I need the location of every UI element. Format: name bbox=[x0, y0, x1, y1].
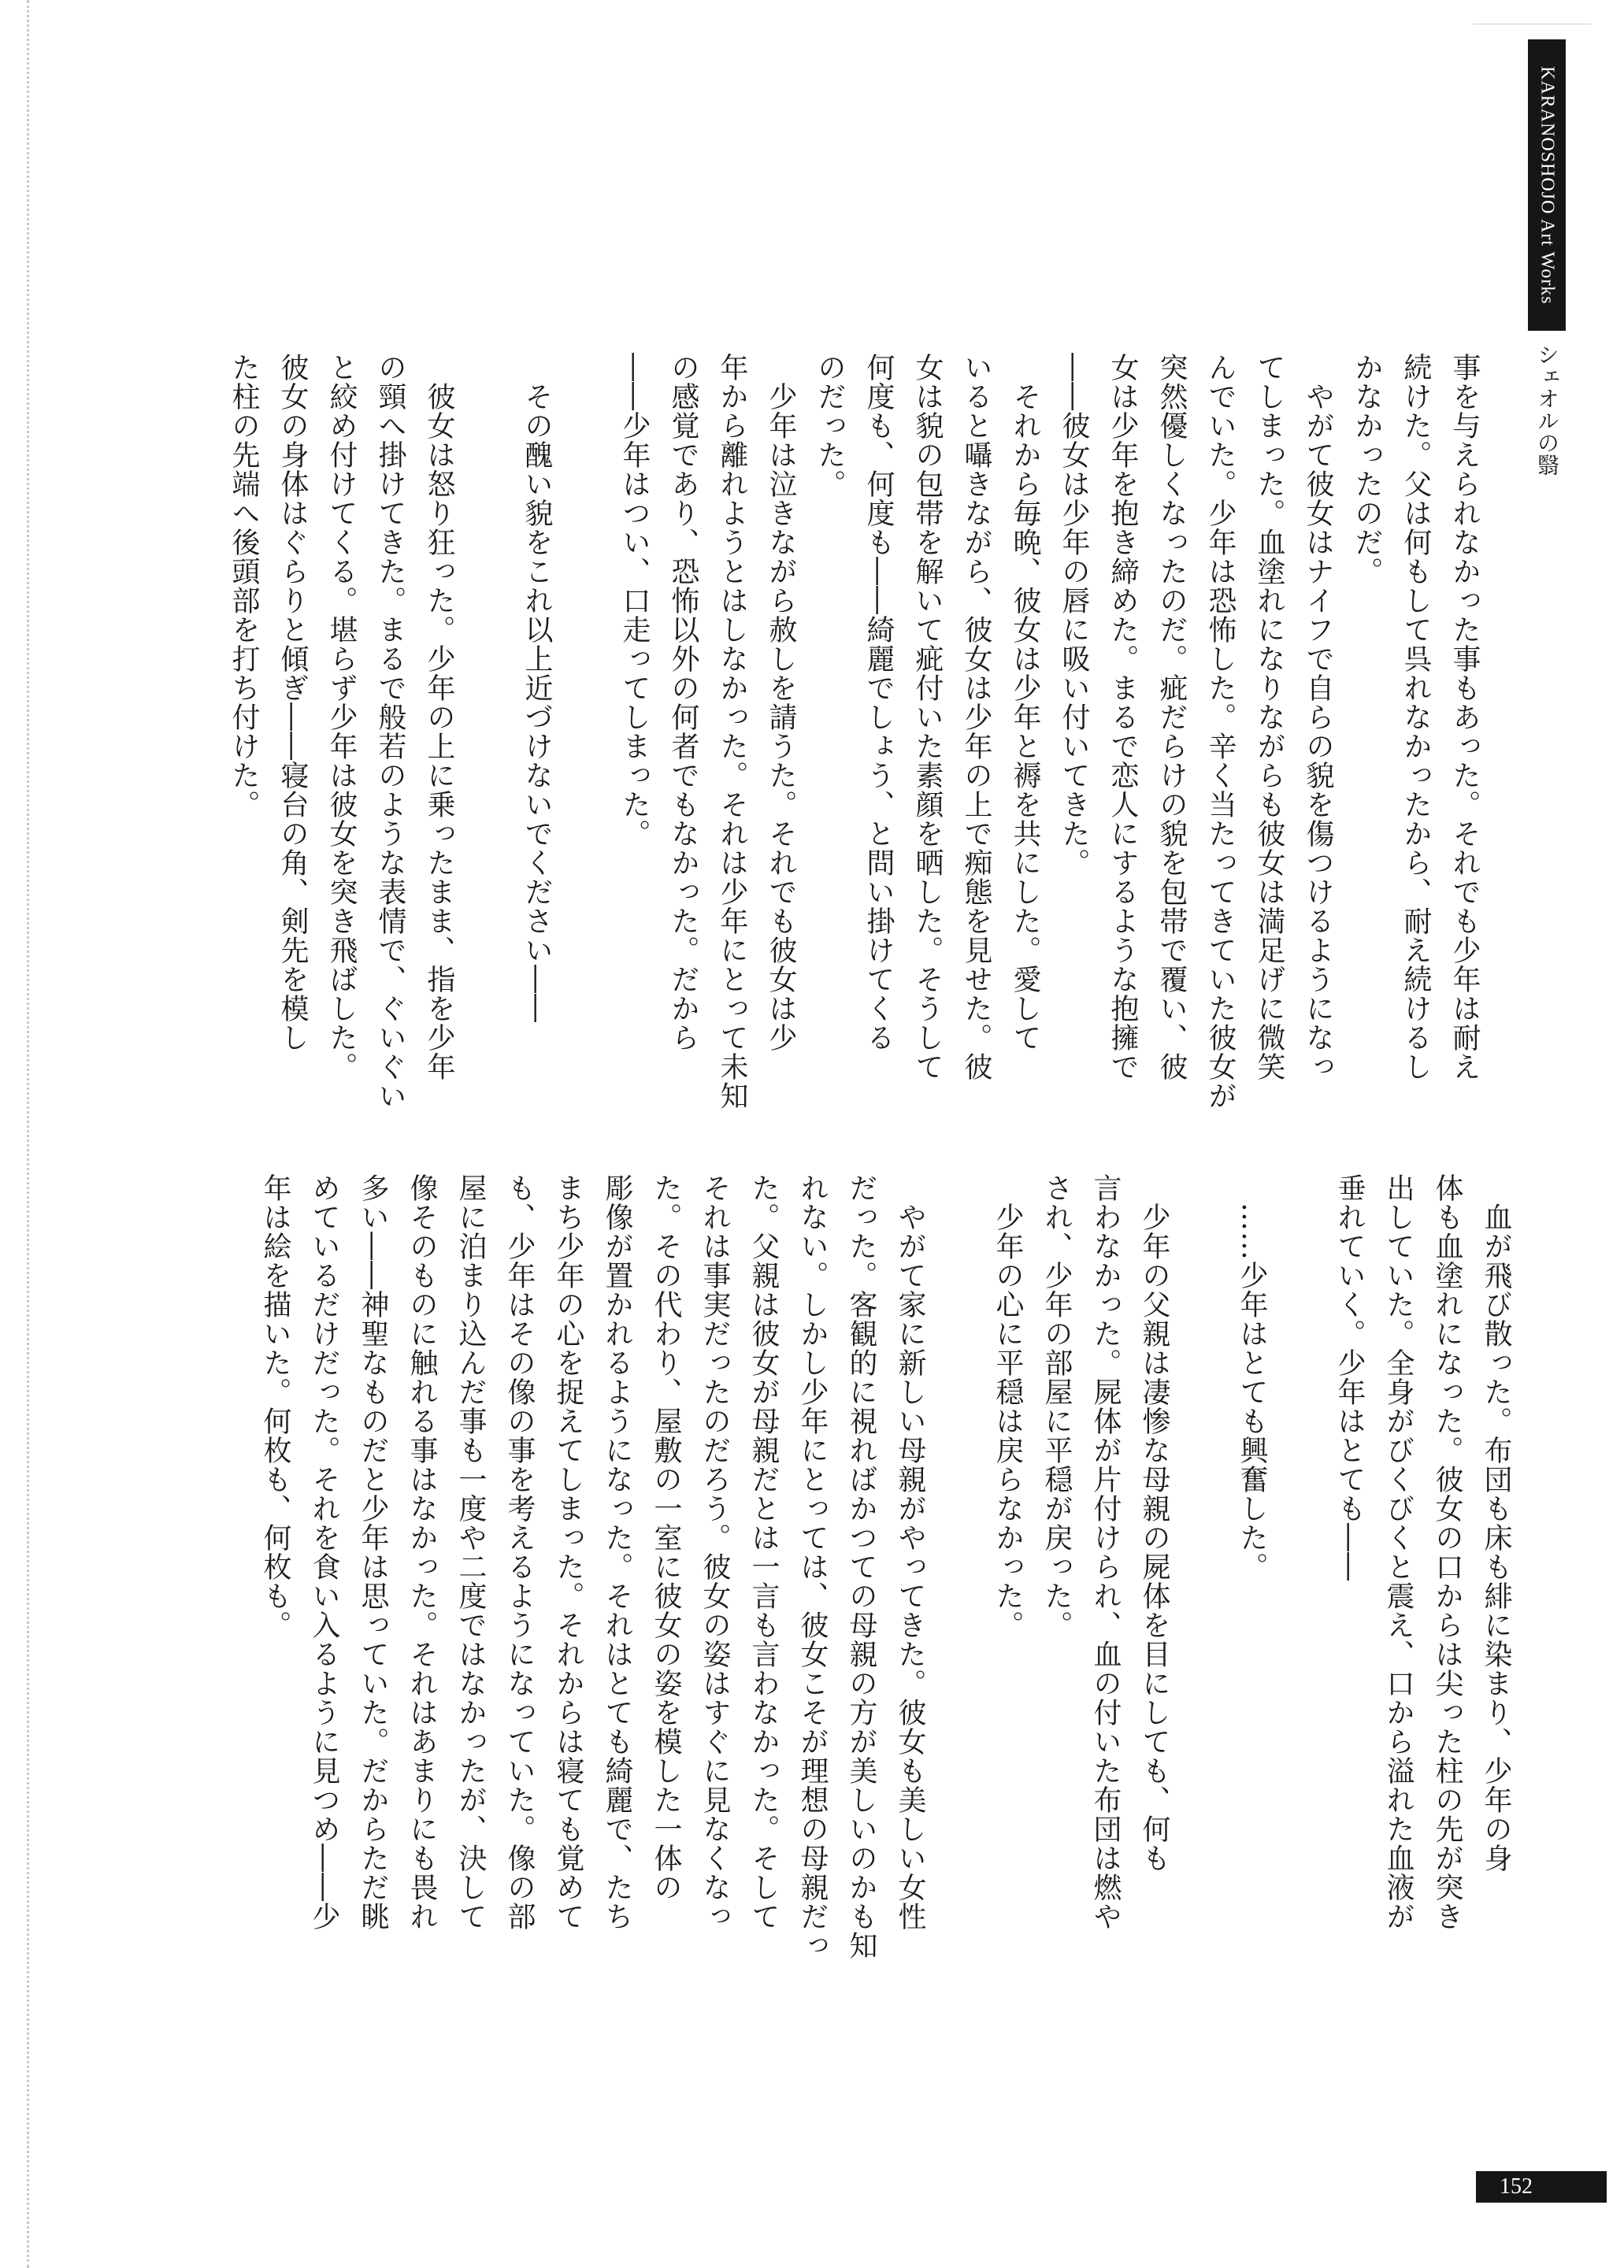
text-column: 続けた。父は何もして呉れなかったから、耐え続けるし bbox=[1400, 353, 1432, 1081]
text-column: 少年は泣きながら赦しを請うた。それでも彼女は少 bbox=[765, 353, 797, 1052]
text-column: 屋に泊まり込んだ事も一度や二度ではなかったが、決して bbox=[454, 1173, 487, 1931]
running-header-band bbox=[1528, 39, 1566, 331]
text-column: ――彼女は少年の唇に吸い付いてきた。 bbox=[1058, 353, 1090, 877]
text-column: 年から離れようとはしなかった。それは少年にとって未知 bbox=[716, 353, 748, 1110]
text-column: 年は絵を描いた。何枚も、何枚も。 bbox=[259, 1173, 291, 1640]
text-column: 彫像が置かれるようになった。それはとても綺麗で、たち bbox=[601, 1173, 633, 1931]
text-column: 事を与えられなかった事もあった。それでも少年は耐え bbox=[1448, 353, 1481, 1081]
text-column: まち少年の心を捉えてしまった。それからは寝ても覚めて bbox=[552, 1173, 584, 1931]
text-column: かなかったのだ。 bbox=[1351, 353, 1383, 586]
text-column: てしまった。血塗れになりながらも彼女は満足げに微笑 bbox=[1253, 353, 1285, 1081]
text-column: 体も血塗れになった。彼女の口からは尖った柱の先が突き bbox=[1431, 1173, 1463, 1931]
text-column: のだった。 bbox=[814, 353, 846, 498]
text-column: やがて家に新しい母親がやってきた。彼女も美しい女性 bbox=[894, 1173, 926, 1931]
text-column: 出していた。全身がびくびくと震え、口から溢れた血液が bbox=[1382, 1173, 1415, 1931]
text-column: た。父親は彼女が母親だとは一言も言わなかった。そして bbox=[747, 1173, 780, 1931]
text-column: の頸へ掛けてきた。まるで般若のような表情で、ぐいぐい bbox=[374, 353, 406, 1110]
series-label: KARANOSHOJO Art Works bbox=[1537, 65, 1558, 305]
text-column: と絞め付けてくる。堪らず少年は彼女を突き飛ばした。 bbox=[325, 353, 358, 1081]
text-column bbox=[1178, 1173, 1227, 2118]
text-column bbox=[1276, 1173, 1325, 2118]
text-column: ……少年はとても興奮した。 bbox=[1236, 1173, 1268, 1581]
text-column: の感覚であり、恐怖以外の何者でもなかった。だから bbox=[667, 353, 699, 1052]
text-column: 像そのものに触れる事はなかった。それはあまりにも畏れ bbox=[406, 1173, 438, 1931]
text-column: も、少年はその像の事を考えるようになっていた。像の部 bbox=[503, 1173, 536, 1931]
text-column: やがて彼女はナイフで自らの貌を傷つけるようになっ bbox=[1302, 353, 1334, 1081]
upper-text-block bbox=[150, 353, 1489, 1109]
text-column: それから毎晩、彼女は少年と褥を共にした。愛して bbox=[1009, 353, 1041, 1052]
text-column: めているだけだった。それを食い入るように見つめ――少 bbox=[308, 1173, 340, 1931]
text-column: いると囁きながら、彼女は少年の上で痴態を見せた。彼 bbox=[960, 353, 992, 1081]
text-column: され、少年の部屋に平穏が戻った。 bbox=[1040, 1173, 1073, 1640]
text-column: 何度も、何度も――綺麗でしょう、と問い掛けてくる bbox=[862, 353, 895, 1052]
text-column: 多い――神聖なものだと少年は思っていた。だからただ眺 bbox=[357, 1173, 389, 1931]
text-column: た。その代わり、屋敷の一室に彼女の姿を模した一体の bbox=[650, 1173, 682, 1902]
chapter-title: シェオルの翳 bbox=[1534, 343, 1560, 476]
text-column: 女は貌の包帯を解いて疵付いた素顔を晒した。そうして bbox=[911, 353, 944, 1081]
text-column: 突然優しくなったのだ。疵だらけの貌を包帯で覆い、彼 bbox=[1155, 353, 1188, 1081]
page-number: 152 bbox=[1476, 2171, 1607, 2203]
text-column: れない。しかし少年にとっては、彼女こそが理想の母親だっ bbox=[796, 1173, 829, 1960]
text-column bbox=[934, 1173, 983, 2118]
text-column: 垂れていく。少年はとても―― bbox=[1333, 1173, 1366, 1581]
lower-text-block bbox=[150, 1173, 1520, 2118]
text-column: ――少年はつい、口走ってしまった。 bbox=[618, 353, 651, 848]
text-column: た柱の先端へ後頭部を打ち付けた。 bbox=[228, 353, 260, 819]
text-column: んでいた。少年は恐怖した。辛く当たってきていた彼女が bbox=[1204, 353, 1237, 1110]
text-column: 彼女は怒り狂った。少年の上に乗ったまま、指を少年 bbox=[423, 353, 455, 1081]
text-column: だった。客観的に視ればかつての母親の方が美しいのかも知 bbox=[845, 1173, 877, 1960]
text-column: 彼女の身体はぐらりと傾ぎ――寝台の角、剣先を模し bbox=[276, 353, 309, 1052]
text-column: その醜い貌をこれ以上近づけないでください―― bbox=[521, 353, 553, 1023]
text-column bbox=[561, 353, 610, 1109]
corner-mark bbox=[1473, 0, 1591, 24]
text-column: 言わなかった。屍体が片付けられ、血の付いた布団は燃や bbox=[1089, 1173, 1122, 1931]
text-column: 女は少年を抱き締めた。まるで恋人にするような抱擁で bbox=[1107, 353, 1139, 1081]
text-column: 血が飛び散った。布団も床も緋に染まり、少年の身 bbox=[1480, 1173, 1512, 1873]
binding-edge bbox=[16, 0, 29, 2268]
text-column: 少年の父親は凄惨な母親の屍体を目にしても、何も bbox=[1138, 1173, 1170, 1873]
text-column: 少年の心に平穏は戻らなかった。 bbox=[992, 1173, 1024, 1640]
text-column: それは事実だったのだろう。彼女の姿はすぐに見なくなっ bbox=[699, 1173, 731, 1931]
text-column bbox=[463, 353, 512, 1109]
